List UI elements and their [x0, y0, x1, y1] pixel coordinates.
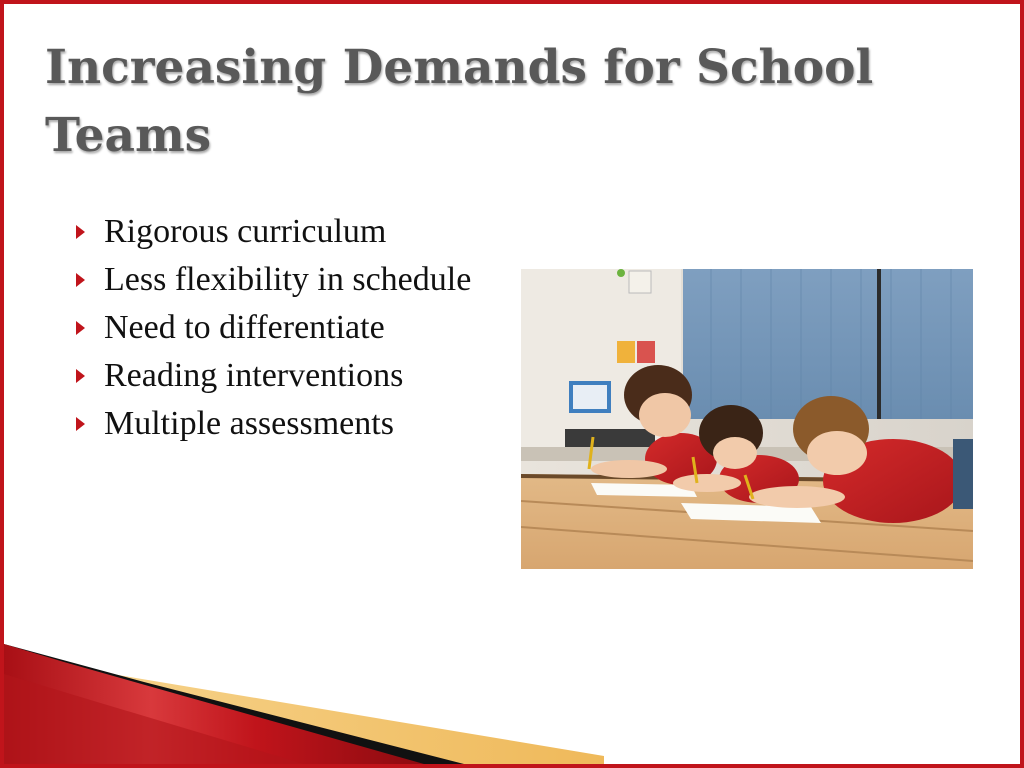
arrow-bullet-icon: [76, 321, 85, 335]
arrow-bullet-icon: [76, 369, 85, 383]
bullet-text: Need to differentiate: [104, 309, 385, 346]
slide-title: Increasing Demands for School Teams: [45, 40, 874, 163]
bullet-list: [76, 210, 496, 450]
bullet-item: [76, 210, 496, 253]
classroom-photo: [521, 269, 973, 569]
arrow-bullet-icon: [76, 273, 85, 287]
bullet-text: Multiple assessments: [104, 405, 394, 442]
arrow-bullet-icon: [76, 417, 85, 431]
bullet-text: Reading interventions: [104, 357, 404, 394]
bullet-item: [76, 354, 496, 397]
bullet-text: Rigorous curriculum: [104, 213, 387, 250]
footer-swoosh-decoration: [4, 644, 1020, 764]
bullet-item: [76, 258, 496, 301]
bullet-item: [76, 306, 496, 349]
arrow-bullet-icon: [76, 225, 85, 239]
bullet-item: [76, 402, 496, 445]
bullet-text: Less flexibility in schedule: [104, 261, 472, 298]
